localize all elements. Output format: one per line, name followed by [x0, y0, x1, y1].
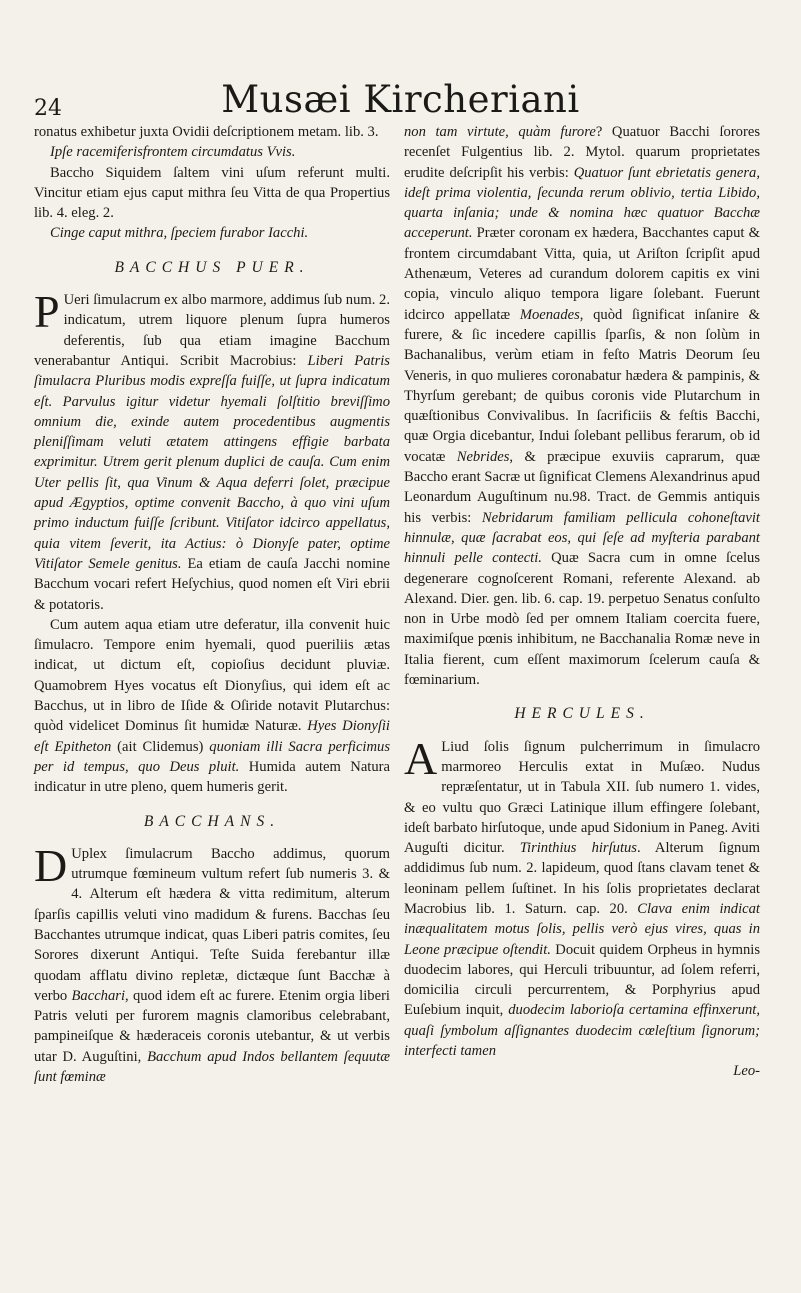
paragraph	[404, 122, 760, 690]
paragraph: ronatus exhibetur juxta Ovidii deſcriptionem metam. lib. 3.	[34, 124, 379, 140]
italic-quote: non tam virtute, quàm furore	[404, 124, 596, 140]
text-run: Docuit quidem Orpheus in hymnis duodecim labores, qui Herculi tribuuntur, ad ſolem referri, domicilia circuli percurrentem, & Porphyrius apud Euſebium inquit,	[404, 941, 760, 1019]
text-run: . Alterum ſignum addidimus ſub num. 2. lapideum, quod ſtans clavam tenet & leoninam pellem ſuſtinet. In his ſolis proprietates declarat Macrobius lib. 1. Saturn. cap. 20.	[404, 840, 760, 917]
text-run: Ea etiam de cauſa Jacchi nomine Bacchum vocari refert Heſychius, quod nomen eſt Viri ebrii & potatoris.	[34, 555, 390, 613]
text-run: Ueri ſimulacrum ex albo marmore, addimus ſub num. 2. indicatum, utrem liquore plenum ſupra humeros deferentis, ſub qua etiam imagine Bacchum venerabantur Antiqui. Scribit Macrobius:	[34, 292, 390, 369]
italic-quote: Liberi Patris ſimulacra Pluribus modis expreſſa fuiſſe, ut ſupra indicatum eſt. Parvulus igitur videtur hyemali ſolſtitio breviſſimo omnium die, exinde autem procedentibus augmentis pleniſſimam veluti ætatem attingens effigie barbata exprimitur. Utrem gerit plenum duplici de cauſa. Cum enim Uter pellis ſit, qua Vinum & Aqua deferri ſolet, præcipue apud Ægyptios, optime convenit Baccho, à quo vini uſum primo inductum fuiſſe ſcribunt. Vitiſator idcirco appellatus, quia vitem ſeverit, ita Actius: ò Dionyſe pater, optime Vitiſator Semele genitus.	[34, 352, 390, 572]
text-run: , & præcipue exuviis caprarum, quæ Baccho erant Sacræ ut ſignificat Clemens Alexandrinus apud Leonardum Auguſtinum nu.98. Tract. de Gemmis antiquis his verbis:	[404, 448, 760, 526]
section-heading-bacchus-puer: BACCHUS PUER.	[114, 258, 310, 276]
italic-quote: Moenades	[519, 306, 580, 323]
page-number: 24	[34, 96, 62, 121]
italic-quote: Nebrides	[456, 448, 510, 465]
verse-quote: Ipſe racemiferisfrontem circumdatus Vvis.	[50, 144, 296, 161]
text-run: Cum autem aqua etiam utre deferatur, illa convenit huic ſimulacro. Tempore enim hyemali, quod pueriliis ætas indicat, ut dictum eſt, copioſius decidunt pluviæ. Quamobrem Hyes vocatus eſt Dionyſius, qui idem eſt ac Bacchus, ut in libro de Iſide & Oſiride notavit Plutarchus: quòd videlicet Dominus ſit humidæ Naturæ.	[34, 616, 390, 735]
right-column	[404, 122, 760, 1082]
text-run: Uplex ſimulacrum Baccho addimus, quorum utrumque fœmineum vultum refert ſub numeris 3. & 4. Alterum eſt hædera & vitta redimitum, alterum ſparſis capillis veluti vino madidum & furens. Bacchas ſeu Bacchantes utrumque indicat, quas Liberi patris comites, ſeu Sorores dixerunt Antiqui. Teſte Suida ferebantur illæ quodam afflatu divino repletæ, dictæque ſunt Bacchæ à verbo	[34, 845, 390, 1004]
section-body	[34, 286, 390, 615]
catchword: Leo-	[733, 1063, 760, 1080]
italic-quote: Bacchari	[71, 987, 126, 1004]
section-body	[404, 732, 760, 1062]
italic-quote: quoniam illi Sacra perficimus per id tempus, quo Deus pluit.	[34, 738, 390, 775]
text-run: Humida autem Natura indicatur in utre pleno, quem humeris gerit.	[34, 758, 390, 796]
italic-quote: Quatuor ſunt ebrietatis genera, ideſt prima violentia, ſecunda rerum oblivio, tertia Libido, quarta inſania; unde & nomina hæc quatuor Bacchæ acceperunt.	[404, 164, 760, 242]
italic-quote: duodecim laborioſa certamina effinxerunt, quaſi ſymbolum aſſignantes duodecim cœleſtium ſignorum; interfecti tamen	[404, 1002, 760, 1060]
section-heading-hercules: HERCULES.	[514, 705, 650, 723]
text-run: , quod idem eſt ac furere. Etenim orgia liberi Patris veluti per furorem magnis clamoribus celebrabant, pampineiſque & hæderaceis coronis utebantur, & ut verbis utar D. Auguſtini,	[34, 987, 390, 1065]
drop-cap: D	[34, 839, 68, 891]
italic-quote: Bacchum apud Indos bellantem ſequutæ ſunt fœminæ	[34, 1048, 390, 1086]
section-heading-bacchans: BACCHANS.	[143, 812, 281, 830]
text-run: Præter coronam ex hædera, Bacchantes caput & frontem circumdabant Vitta, quia, ut Ariſton ſcripſit apud Athenæum, Veteres ad curandum dolorem capitis ex vini copia, vinculo aliquo tempora ligare ſolebant. Fuerunt idcirco appellatæ	[404, 225, 760, 323]
text-run: Quæ Sacra cum in omne ſcelus degenerare cognoſcerent Romani, referente Alexand. ab Alexand. Dier. gen. lib. 6. cap. 19. perpetuo Senatus conſulto non in Urbe modò ſed per omnem Italiam coercita fuere, maximiſque pœnis inhibitum, ne Bacchanalia Romæ neve in Italia fierent, cum eſſent maximorum ſcelerum cauſa & fœminarium.	[404, 550, 760, 689]
text-run: (ait Clidemus)	[111, 738, 210, 755]
catchword-line	[404, 1061, 760, 1081]
drop-cap: A	[404, 732, 438, 784]
text-run: , quòd ſignificat inſanire & furere, & ſic incedere capillis ſparſis, & non ſolùm in Bachanalibus, verùm etiam in feſto Matris Deorum ſeu Veneris, in quo mulieres coronabatur hædera & pampinis, & Thyrſum gerebant; de quibus coronis vide Plutarchum in quæſtionibus Convivalibus. In ſacrificiis & feſtis Bacchi, quæ Orgia dicebantur, Indui ſolebant pellibus ferarum, ob id vocatæ	[404, 306, 760, 465]
text-run: ? Quatuor Bacchi ſorores recenſet Fulgentius lib. 2. Mytol. quarum proprietates erudite deſcripſit his verbis:	[404, 124, 760, 181]
italic-quote: Clava enim indicat inæqualitatem motus ſolis, pellis verò ejus vires, quas in Leone præcipue oſtendit.	[404, 900, 760, 958]
paragraph	[34, 615, 390, 798]
left-column	[34, 122, 390, 1087]
text-run: Liud ſolis ſignum pulcherrimum in ſimulacro marmoreo Herculis extat in Muſæo. Nudus repræſentatur, ut in Tabula XII. ſub numero 1. vides, & eo vultu quo Græci Latinique illum effingere ſolebant, ideſt barbato hirſutoque, unde apud Sidonium in Paneg. Aviti Auguſti dicitur.	[404, 738, 760, 857]
paragraph: Baccho Siquidem ſaltem vini uſum referunt multi. Vincitur etiam ejus caput mithra ſeu Vitta de qua Propertius lib. 4. eleg. 2.	[34, 164, 390, 222]
drop-cap: P	[34, 286, 60, 338]
section-body	[34, 839, 390, 1088]
verse-quote: Cinge caput mithra, ſpeciem furabor Iacchi.	[50, 225, 309, 242]
italic-quote: Tirinthius hirſutus	[519, 840, 637, 857]
italic-quote: Hyes Dionyſii eſt Epitheton	[34, 718, 390, 755]
running-head: Musæi Kircheriani	[221, 78, 580, 121]
italic-quote: Nebridarum familiam pellicula cohoneſtavit hinnulæ, quæ ſacrabat eos, qui ſeſe ad myſteria parabant hinnuli pelle contecti.	[404, 509, 760, 567]
